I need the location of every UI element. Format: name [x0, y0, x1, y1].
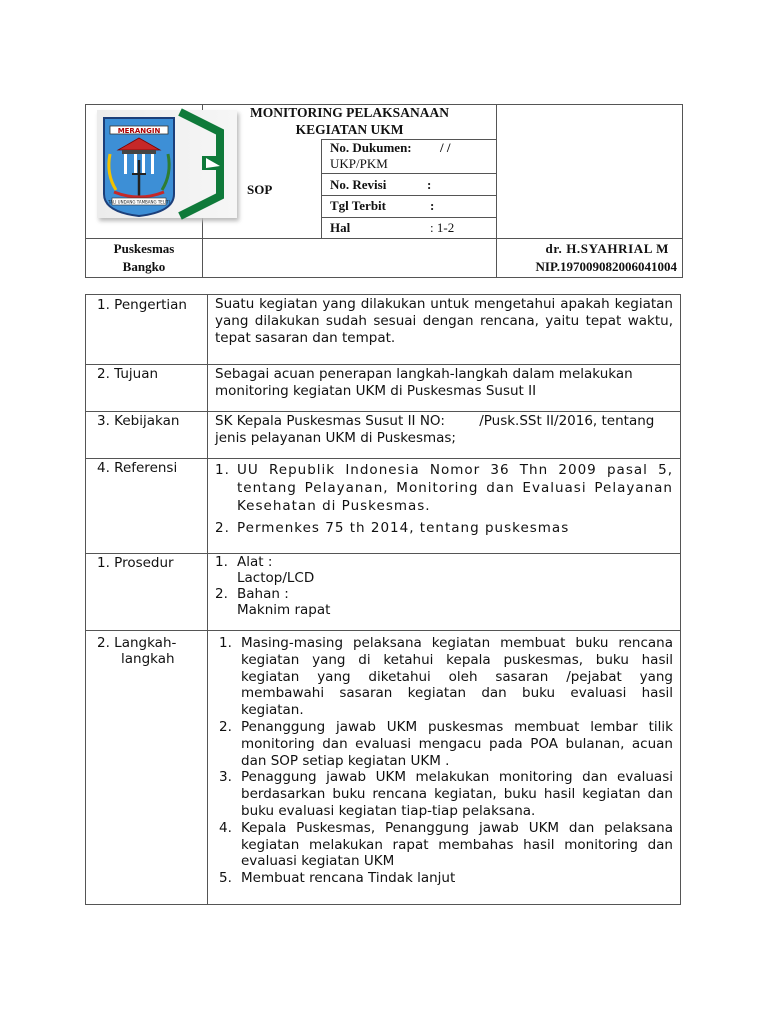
- page-label: Hal: [330, 220, 351, 235]
- svg-text:MERANGIN: MERANGIN: [117, 127, 161, 135]
- row-divider-1: [85, 364, 681, 365]
- header-line-4: [321, 217, 497, 218]
- row-text-pengertian: Suatu kegiatan yang dilakukan untuk mengetahui apakah kegiatan yang dilakukan sudah sesuai dengan rencana, yaitu tepat waktu, tepat sasaran dan tempat.: [215, 296, 673, 346]
- signer-block: [497, 240, 681, 276]
- revision-label: No. Revisi: [330, 177, 387, 192]
- row-label-kebijakan: 3. Kebijakan: [97, 413, 180, 429]
- issue-date-label: Tgl Terbit: [330, 198, 386, 213]
- list-item: 5. Membuat rencana Tindak lanjut: [219, 870, 456, 887]
- row-text-kebijakan: SK Kepala Puskesmas Susut II NO: /Pusk.SSt II/2016, tentang jenis pelayanan UKM di Puskesmas;: [215, 413, 659, 446]
- list-item: 2. Bahan : Maknim rapat: [215, 586, 331, 618]
- body-border-top: [85, 294, 681, 295]
- header-border-right: [682, 104, 683, 278]
- doc-number-line2: UKP/PKM: [330, 156, 388, 171]
- document-title-line2: KEGIATAN UKM: [295, 122, 404, 137]
- row-label-langkah: 2. Langkah- langkah: [97, 635, 177, 667]
- issue-date-value: :: [430, 198, 435, 213]
- list-item: 1. UU Republik Indonesia Nomor 36 Thn 2009 pasal 5, tentang Pelayanan, Monitoring dan Evaluasi Pelayanan Kesehatan di Puskesmas.: [215, 462, 673, 514]
- body-border-right: [680, 294, 681, 905]
- document-title: [203, 104, 496, 138]
- header-border-bottom: [85, 277, 683, 278]
- revision-value: :: [427, 177, 432, 192]
- body-border-left: [85, 294, 86, 905]
- puskesmas-name: Puskesmas Bangko: [113, 241, 175, 274]
- body-divider-label: [207, 294, 208, 905]
- header-line-2: [321, 173, 497, 174]
- row-label-prosedur: 1. Prosedur: [97, 555, 174, 571]
- document-title-line1: MONITORING PELAKSANAAN: [250, 105, 449, 120]
- doc-number-value: / /: [440, 140, 451, 155]
- header-divider-sop: [321, 139, 322, 239]
- row-label-referensi: 4. Referensi: [97, 460, 178, 476]
- doc-number-label: No. Dukumen:: [330, 140, 412, 155]
- row-text-tujuan: Sebagai acuan penerapan langkah-langkah dalam melakukan monitoring kegiatan UKM di Puskesmas Susut II: [215, 366, 633, 399]
- list-item: 1. Alat : Lactop/LCD: [215, 554, 315, 586]
- header-divider-footer: [85, 238, 683, 239]
- sop-label: SOP: [247, 182, 273, 197]
- reference-list: [215, 461, 673, 537]
- row-divider-2: [85, 411, 681, 412]
- list-item: 3. Penaggung jawab UKM melakukan monitoring dan evaluasi berdasarkan buku rencana kegiatan, buku hasil kegiatan dan buku evaluasi kegiatan tiap-tiap pelaksana.: [219, 769, 673, 819]
- list-item: 4. Kepala Puskesmas, Penanggung jawab UKM dan pelaksana kegiatan melakukan rapat membahas hasil monitoring dan evaluasi kegiatan UKM: [219, 819, 673, 870]
- list-item: 1. Masing-masing pelaksana kegiatan membuat buku rencana kegiatan yang di ketahui kepala puskesmas, buku hasil kegiatan yang diketahui oleh sasaran /pejabat yang membawahi sasaran kegiatan dan buku evaluasi hasil kegiatan.: [219, 635, 673, 719]
- row-label-pengertian: 1. Pengertian: [97, 297, 187, 313]
- header-line-3: [321, 195, 497, 196]
- row-divider-5: [85, 630, 681, 631]
- row-divider-3: [85, 458, 681, 459]
- procedure-list: [215, 554, 673, 618]
- page-value: : 1-2: [430, 220, 455, 235]
- signer-name: dr. H.SYAHRIAL M: [545, 241, 669, 256]
- list-item: 2. Permenkes 75 th 2014, tentang puskesmas: [215, 520, 570, 536]
- list-item: 2. Penanggung jawab UKM puskesmas membuat lembar tilik monitoring dan evaluasi mengacu pada POA bulanan, acuan dan SOP setiap kegiatan UKM .: [219, 718, 673, 769]
- steps-list: [219, 635, 673, 887]
- svg-text:TALI UNDANG TAMBANG TELITI: TALI UNDANG TAMBANG TELITI: [108, 199, 170, 205]
- signer-nip: NIP.197009082006041004: [535, 259, 677, 274]
- row-label-tujuan: 2. Tujuan: [97, 366, 159, 382]
- body-border-bottom: [85, 904, 681, 905]
